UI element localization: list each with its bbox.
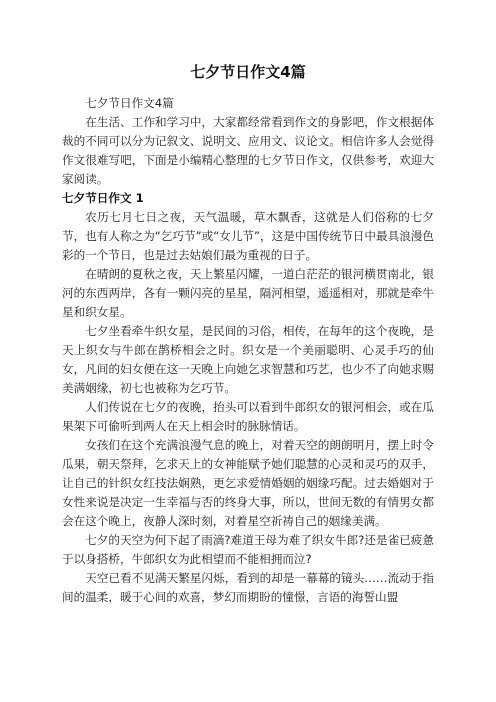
body-paragraph: 女孩们在这个充满浪漫气息的晚上，对着天空的朗朗明月，摆上时令瓜果，朝天祭拜，乞求天上的女神能赋予她们聪慧的心灵和灵巧的双手，让自己的针织女红技法娴熟，更乞求爱情婚姻的姻缘巧配。过去婚姻对于女性来说是决定一生幸福与否的终身大事，所以，世间无数的有情男女都会在这个晚上，夜静人深时刻，对着星空祈祷自己的姻缘美满。 [62,438,434,528]
body-paragraph: 在晴朗的夏秋之夜，天上繁星闪耀，一道白茫茫的银河横贯南北，银河的东西两岸，各有一颗闪亮的星星，隔河相望，遥遥相对，那就是牵牛星和织女星。 [62,267,434,319]
section-heading: 七夕节日作文 1 [62,191,144,205]
document-title: 七夕节日作文4篇 [190,63,306,81]
body-paragraph: 七夕的天空为何下起了雨滴?难道王母为难了织女牛郎?还是雀已疲惫于以身搭桥，牛郎织女为此相望而不能相拥而泣? [62,533,434,566]
intro-paragraph: 在生活、工作和学习中，大家都经常看到作文的身影吧，作文根据体裁的不同可以分为记叙文、说明文、应用文、议论文。相信许多人会觉得作文很难写吧，下面是小编精心整理的七夕节日作文，仅供参考，欢迎大家阅读。 [62,115,434,186]
body-paragraph: 天空已看不见满天繁星闪烁，看到的却是一幕幕的镜头……流动于指间的温柔，暖于心间的欢喜，梦幻而期盼的憧憬，言语的海誓山盟 [62,571,434,604]
intro-subtitle: 七夕节日作文4篇 [85,96,174,110]
body-paragraph: 人们传说在七夕的夜晚，抬头可以看到牛郎织女的银河相会，或在瓜果架下可偷听到两人在天上相会时的脉脉情话。 [62,400,434,433]
body-paragraph: 七夕坐看牵牛织女星，是民间的习俗，相传，在每年的这个夜晚，是天上织女与牛郎在鹊桥相会之时。织女是一个美丽聪明、心灵手巧的仙女，凡间的妇女便在这一天晚上向她乞求智慧和巧艺，也少不了向她求赐美满姻缘，初七也被称为乞巧节。 [62,324,434,395]
document-body [62,94,434,607]
body-paragraph: 农历七月七日之夜，天气温暖，草木飘香，这就是人们俗称的七夕节，也有人称之为“乞巧节”或“女儿节”，这是中国传统节日中最具浪漫色彩的一个节日，也是过去姑娘们最为重视的日子。 [62,210,434,262]
